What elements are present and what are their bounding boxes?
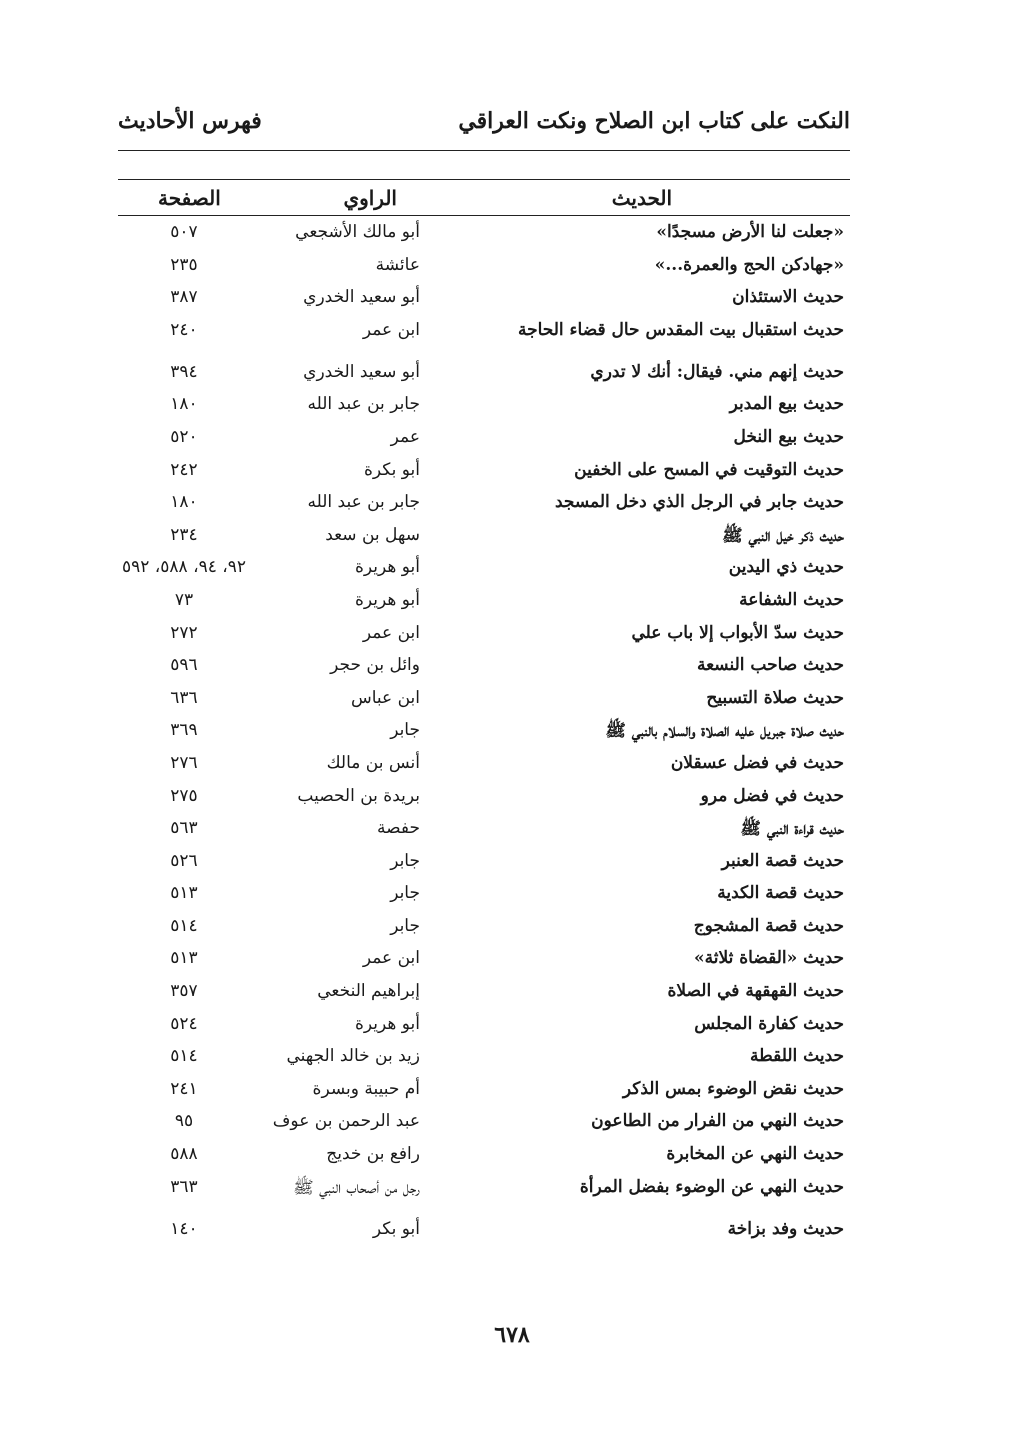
rawi-cell: عبد الرحمن بن عوف	[272, 1111, 420, 1132]
hadith-cell: حديث القهقهة في الصلاة	[667, 981, 844, 1002]
rawi-cell: عائشة	[375, 254, 420, 275]
rawi-cell: ابن عمر	[362, 319, 420, 340]
page-ref-cell: ١٨٠	[170, 394, 198, 415]
hadith-cell: حديث قصة العنبر	[721, 850, 844, 871]
rawi-cell: إبراهيم النخعي	[317, 981, 420, 1002]
hadith-cell: حديث بيع النخل	[733, 426, 844, 447]
table-row	[118, 1140, 850, 1173]
hadith-cell: حديث النهي من الفرار من الطاعون	[591, 1111, 844, 1132]
table-row	[118, 1075, 850, 1108]
book-title: النكت على كتاب ابن الصلاح ونكت العراقي	[458, 108, 850, 134]
hadith-cell: حديث إنهم مني. فيقال: أنك لا تدري	[590, 361, 844, 382]
table-row	[118, 651, 850, 684]
table-row	[118, 456, 850, 489]
table-row	[118, 521, 850, 554]
page-ref-cell: ٢٤٠	[170, 319, 198, 340]
page	[118, 100, 850, 1400]
page-ref-cell: ٦٣٦	[170, 687, 198, 708]
rawi-cell: أبو بكرة	[363, 459, 420, 480]
page-ref-cell: ٢٤٢	[170, 459, 198, 480]
hadith-cell: حديث صلاة التسبيح	[706, 687, 844, 708]
table-row	[118, 944, 850, 977]
page-ref-cell: ٢٧٦	[170, 752, 198, 773]
page-ref-cell: ١٨٠	[170, 492, 198, 513]
rawi-cell: حفصة	[377, 818, 420, 839]
page-ref-cell: ١٤٠	[170, 1218, 198, 1239]
table-row	[118, 316, 850, 358]
page-ref-cell: ٥٢٠	[170, 426, 198, 447]
hadith-cell: حديث نقض الوضوء بمس الذكر	[622, 1078, 844, 1099]
hadith-cell: «جهادكن الحج والعمرة...»	[654, 254, 844, 275]
rawi-cell: جابر	[390, 883, 420, 904]
hadith-cell: حديث قصة الكدية	[717, 883, 844, 904]
hadith-cell: حديث ذكر خيل النبي ﷺ	[722, 525, 844, 546]
table-row	[118, 912, 850, 945]
hadith-cell: حديث في فضل مرو	[700, 785, 844, 806]
table-row	[118, 1010, 850, 1043]
hadith-cell: حديث كفارة المجلس	[694, 1013, 844, 1034]
hadith-cell: حديث التوقيت في المسح على الخفين	[574, 459, 844, 480]
column-header-page: الصفحة	[158, 186, 221, 210]
page-ref-cell: ٩٥	[174, 1111, 194, 1132]
page-ref-cell: ٥١٤	[170, 915, 198, 936]
table-row	[118, 1042, 850, 1075]
hadith-cell: حديث بيع المدبر	[729, 394, 844, 415]
table-row	[118, 1107, 850, 1140]
hadith-cell: حديث ذي اليدين	[728, 557, 844, 578]
table-row	[118, 251, 850, 284]
rawi-cell: جابر	[390, 850, 420, 871]
table-row	[118, 879, 850, 912]
page-ref-cell: ٩٢، ٩٤، ٥٨٨، ٥٩٢	[121, 557, 246, 578]
rawi-cell: بريدة بن الحصيب	[297, 785, 420, 806]
hadith-cell: حديث صاحب النسعة	[696, 655, 844, 676]
column-header-hadith: الحديث	[611, 186, 672, 210]
page-ref-cell: ٢٣٤	[170, 524, 198, 545]
table-row	[118, 1173, 850, 1215]
column-header-rawi: الراوي	[343, 186, 397, 210]
rawi-cell: أبو هريرة	[354, 1013, 420, 1034]
page-ref-cell: ٥١٣	[170, 948, 198, 969]
table-row	[118, 619, 850, 652]
page-ref-cell: ٣٩٤	[170, 361, 198, 382]
page-ref-cell: ٥٢٦	[170, 850, 198, 871]
page-ref-cell: ٥٠٧	[170, 222, 198, 242]
table-row	[118, 684, 850, 717]
rawi-cell: أبو هريرة	[354, 557, 420, 578]
hadith-cell: حديث الاستئذان	[732, 287, 844, 308]
hadith-cell: حديث في فضل عسقلان	[670, 752, 844, 773]
hadith-cell: حديث النهي عن الوضوء بفضل المرأة	[579, 1176, 844, 1197]
page-ref-cell: ٢٧٥	[170, 785, 198, 806]
hadith-cell: حديث صلاة جبريل عليه الصلاة والسلام بالنبي ﷺ	[605, 721, 844, 742]
page-ref-cell: ٥١٤	[170, 1046, 198, 1067]
page-ref-cell: ٥١٣	[170, 883, 198, 904]
table-row	[118, 358, 850, 391]
table-row	[118, 749, 850, 782]
table-header-rule	[118, 215, 850, 216]
table-row	[118, 814, 850, 847]
rawi-cell: ابن عمر	[362, 948, 420, 969]
table-row	[118, 586, 850, 619]
rawi-cell: رجل من أصحاب النبي ﷺ	[293, 1177, 420, 1198]
hadith-cell: حديث الشفاعة	[739, 589, 844, 610]
rawi-cell: جابر	[390, 720, 420, 741]
rawi-cell: زيد بن خالد الجهني	[286, 1046, 420, 1067]
table-row	[118, 488, 850, 521]
page-ref-cell: ٥٢٤	[170, 1013, 198, 1034]
rawi-cell: عمر	[390, 426, 420, 447]
table-row	[118, 782, 850, 815]
rawi-cell: ابن عباس	[350, 687, 420, 708]
running-head	[118, 100, 850, 150]
page-ref-cell: ٧٣	[174, 589, 194, 610]
table-row	[118, 716, 850, 749]
hadith-cell: حديث النهي عن المخابرة	[666, 1144, 844, 1165]
index-title: فهرس الأحاديث	[118, 108, 262, 134]
rawi-cell: أبو بكر	[372, 1218, 420, 1239]
page-ref-cell: ٣٥٧	[170, 981, 198, 1002]
hadith-cell: حديث سدّ الأبواب إلا باب علي	[631, 622, 844, 643]
hadith-cell: حديث قراءة النبي ﷺ	[740, 819, 844, 840]
rawi-cell: وائل بن حجر	[330, 655, 420, 676]
rawi-cell: أنس بن مالك	[326, 752, 420, 773]
hadith-cell: «جعلت لنا الأرض مسجدًا»	[656, 222, 844, 242]
page-number: ٦٧٨	[494, 1322, 530, 1348]
hadith-cell: حديث وفد بزاخة	[727, 1218, 844, 1239]
table-row	[118, 218, 850, 251]
page-ref-cell: ٢٧٢	[170, 622, 198, 643]
page-ref-cell: ٥٦٣	[170, 818, 198, 839]
hadith-cell: حديث قصة المشجوج	[693, 915, 844, 936]
hadith-index-table	[118, 218, 850, 1257]
page-ref-cell: ٢٤١	[170, 1078, 198, 1099]
rawi-cell: ابن عمر	[362, 622, 420, 643]
rawi-cell: أبو هريرة	[354, 589, 420, 610]
hadith-cell: حديث استقبال بيت المقدس حال قضاء الحاجة	[517, 319, 844, 340]
rawi-cell: رافع بن خديج	[326, 1144, 420, 1165]
rawi-cell: جابر بن عبد الله	[307, 394, 420, 415]
page-ref-cell: ٣٦٩	[170, 720, 198, 741]
header-rule	[118, 150, 850, 151]
table-row	[118, 553, 850, 586]
table-row	[118, 847, 850, 880]
page-ref-cell: ٣٨٧	[170, 287, 198, 308]
hadith-cell: حديث اللقطة	[750, 1046, 844, 1067]
table-row	[118, 977, 850, 1010]
page-ref-cell: ٢٣٥	[170, 254, 198, 275]
hadith-cell: حديث جابر في الرجل الذي دخل المسجد	[554, 492, 844, 513]
rawi-cell: أبو سعيد الخدري	[303, 361, 420, 382]
rawi-cell: جابر بن عبد الله	[307, 492, 420, 513]
table-row	[118, 283, 850, 316]
table-top-rule	[118, 179, 850, 180]
table-row	[118, 1215, 850, 1257]
rawi-cell: أبو مالك الأشجعي	[295, 222, 420, 242]
page-ref-cell: ٥٩٦	[170, 655, 198, 676]
rawi-cell: سهل بن سعد	[325, 524, 420, 545]
page-ref-cell: ٣٦٣	[170, 1176, 198, 1197]
rawi-cell: أم حبيبة وبسرة	[312, 1078, 420, 1099]
table-row	[118, 390, 850, 423]
hadith-cell: حديث «القضاة ثلاثة»	[694, 948, 844, 969]
rawi-cell: أبو سعيد الخدري	[303, 287, 420, 308]
rawi-cell: جابر	[390, 915, 420, 936]
table-row	[118, 423, 850, 456]
page-ref-cell: ٥٨٨	[170, 1144, 198, 1165]
